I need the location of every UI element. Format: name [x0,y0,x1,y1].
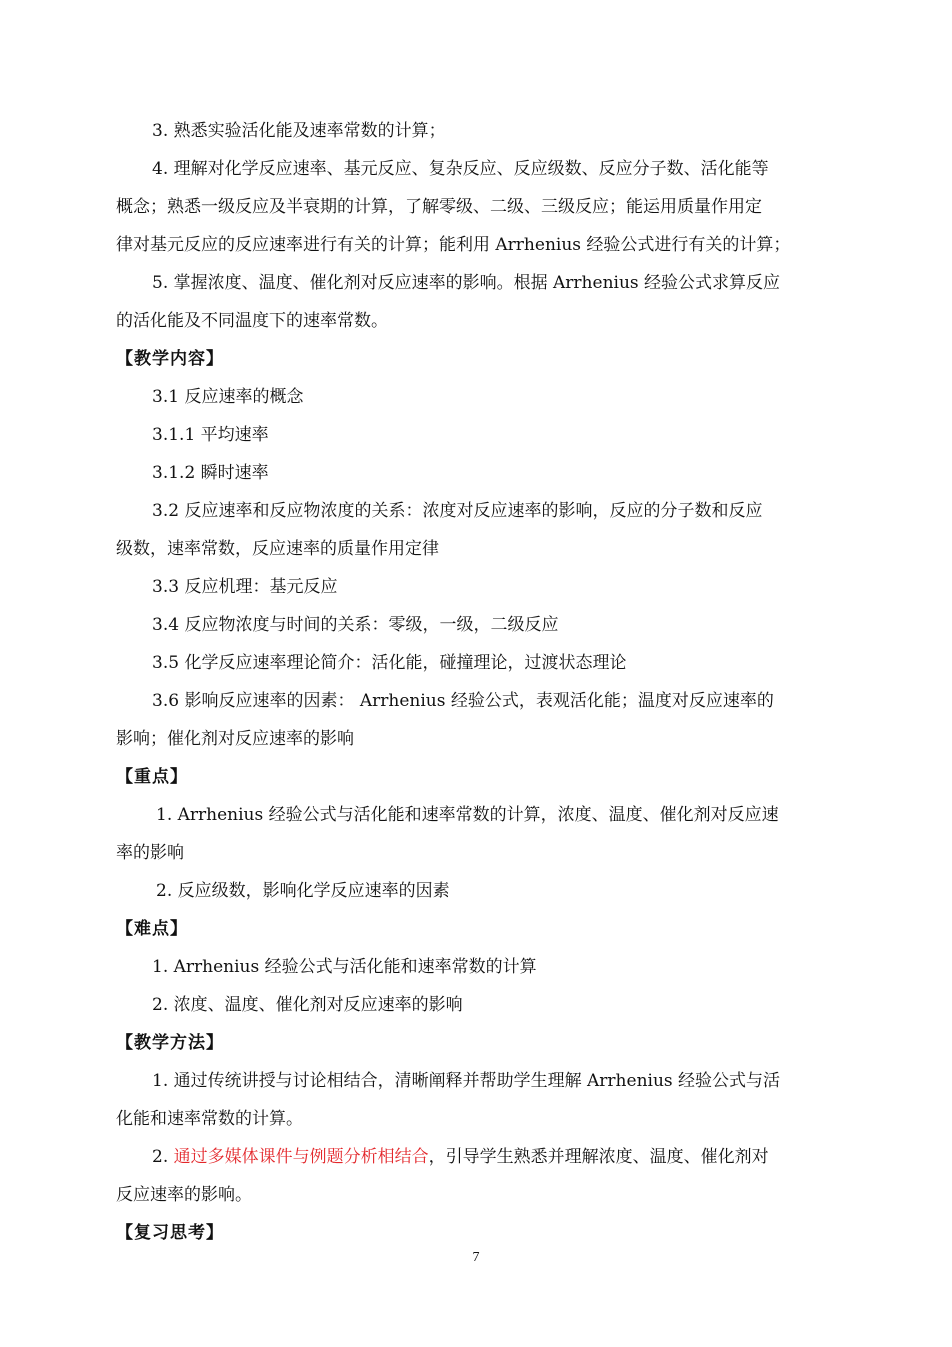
section-3-2-line-1: 3.2 反应速率和反应物浓度的关系：浓度对反应速率的影响，反应的分子数和反应 [152,501,763,521]
section-3-1-2: 3.1.2 瞬时速率 [152,463,269,483]
objective-4-line-1: 4. 理解对化学反应速率、基元反应、复杂反应、反应级数、反应分子数、活化能等 [152,159,769,179]
key-points-heading: 【重点】 [116,767,188,787]
method-1-line-1: 1. 通过传统讲授与讨论相结合，清晰阐释并帮助学生理解 Arrhenius 经验公式与活 [152,1071,781,1091]
objective-4-line-2: 概念；熟悉一级反应及半衰期的计算，了解零级、二级、三级反应；能运用质量作用定 [116,197,762,217]
section-3-3: 3.3 反应机理：基元反应 [152,577,338,597]
difficult-points-heading: 【难点】 [116,919,188,939]
section-3-6-line-2: 影响；催化剂对反应速率的影响 [116,729,354,749]
page-number: 7 [472,1250,480,1265]
difficult-point-2: 2. 浓度、温度、催化剂对反应速率的影响 [152,995,463,1015]
method-2-line-2: 反应速率的影响。 [116,1185,252,1205]
teaching-content-heading: 【教学内容】 [116,349,224,369]
key-point-2: 2. 反应级数，影响化学反应速率的因素 [156,881,450,901]
method-2-line-1 [116,1138,840,1176]
section-3-2-line-2: 级数，速率常数，反应速率的质量作用定律 [116,539,439,559]
difficult-point-1: 1. Arrhenius 经验公式与活化能和速率常数的计算 [152,957,537,977]
key-point-1-line-1: 1. Arrhenius 经验公式与活化能和速率常数的计算，浓度、温度、催化剂对反应速 [156,805,779,825]
section-3-1: 3.1 反应速率的概念 [152,387,304,407]
section-3-1-1: 3.1.1 平均速率 [152,425,269,445]
objective-4-line-3: 律对基元反应的反应速率进行有关的计算；能利用 Arrhenius 经验公式进行有关的计算； [116,235,791,255]
method-2-highlight: 通过多媒体课件与例题分析相结合 [173,1147,429,1167]
section-3-4: 3.4 反应物浓度与时间的关系：零级，一级，二级反应 [152,615,559,635]
objective-5-line-2: 的活化能及不同温度下的速率常数。 [116,311,388,331]
method-1-line-2: 化能和速率常数的计算。 [116,1109,303,1129]
page-content [116,112,840,1252]
objective-5-line-1: 5. 掌握浓度、温度、催化剂对反应速率的影响。根据 Arrhenius 经验公式求算反应 [152,273,781,293]
review-heading: 【复习思考】 [116,1223,224,1243]
teaching-methods-heading: 【教学方法】 [116,1033,224,1053]
key-point-1-line-2: 率的影响 [116,843,184,863]
section-3-6-line-1: 3.6 影响反应速率的因素： Arrhenius 经验公式，表观活化能；温度对反应速率的 [152,691,774,711]
method-2-number: 2. [152,1147,174,1167]
method-2-rest: ，引导学生熟悉并理解浓度、温度、催化剂对 [428,1147,769,1167]
objective-3: 3. 熟悉实验活化能及速率常数的计算； [152,121,446,141]
section-3-5: 3.5 化学反应速率理论简介：活化能，碰撞理论，过渡状态理论 [152,653,627,673]
